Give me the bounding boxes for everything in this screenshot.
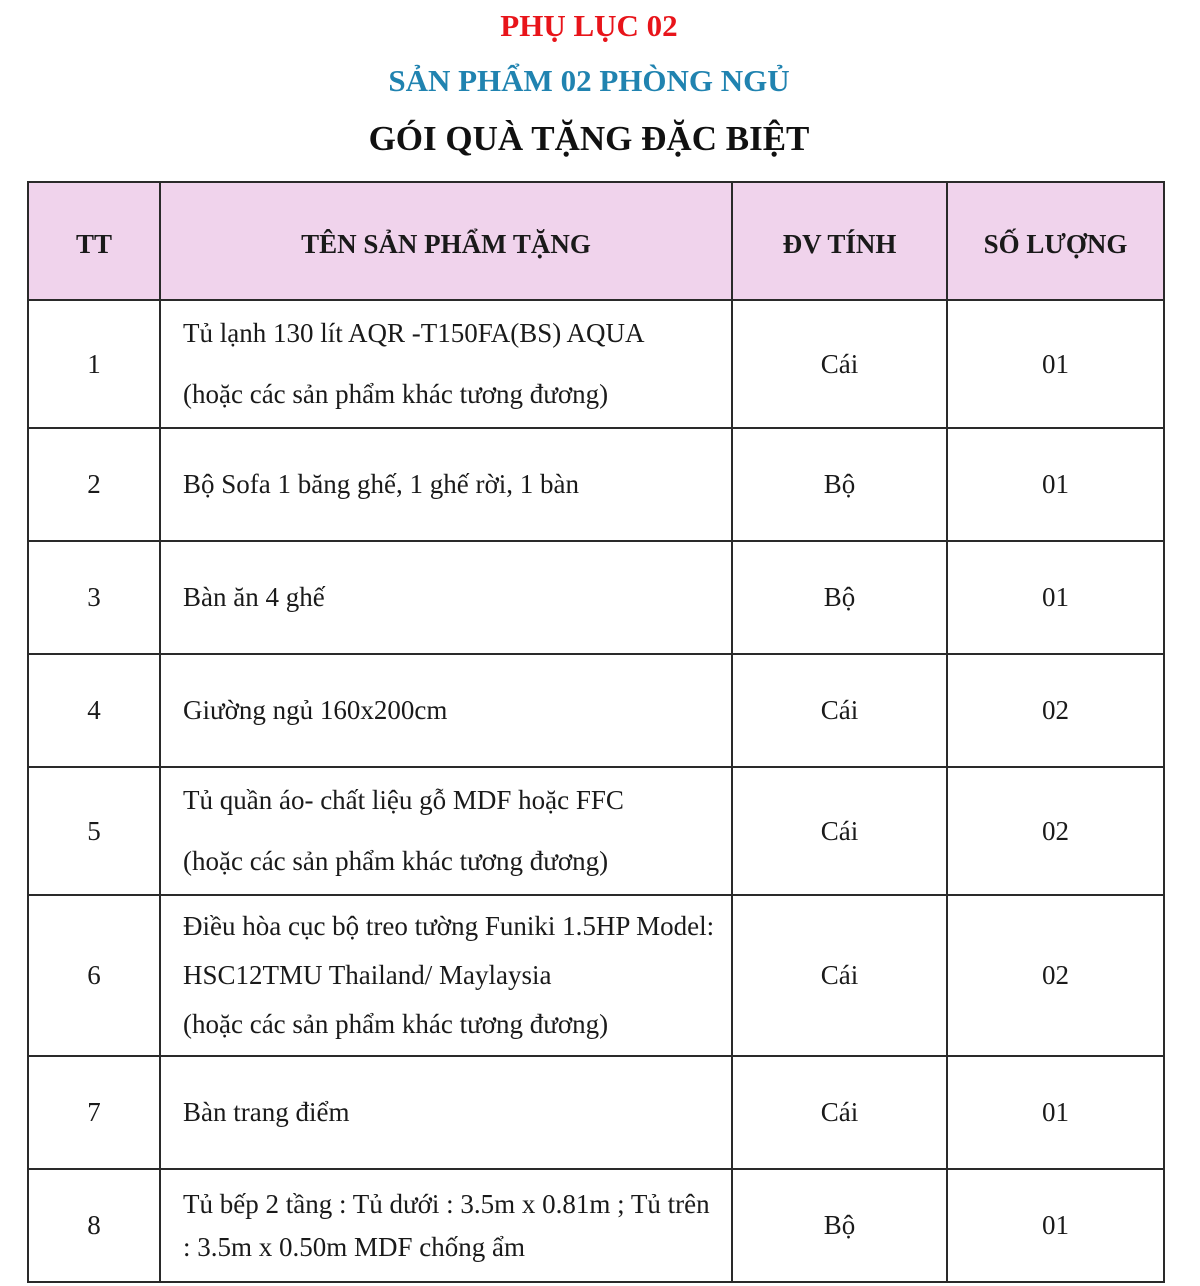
product-line: (hoặc các sản phẩm khác tương đương) [183,1009,609,1039]
row-index: 7 [28,1056,160,1169]
product-name [160,1056,732,1169]
quantity-cell: 01 [947,428,1164,541]
product-line: (hoặc các sản phẩm khác tương đương) [183,846,609,876]
product-subtitle: SẢN PHẨM 02 PHÒNG NGỦ [388,63,790,98]
header-tt: TT [28,182,160,300]
product-name [160,541,732,654]
quantity-cell: 01 [947,300,1164,428]
unit-cell: Bộ [732,541,947,654]
table-row [28,1056,1164,1169]
product-line: Giường ngủ 160x200cm [183,695,448,725]
product-name [160,1169,732,1282]
product-name [160,767,732,895]
table-row [28,428,1164,541]
quantity-cell: 02 [947,895,1164,1056]
product-line: Tủ quần áo- chất liệu gỗ MDF hoặc FFC [183,785,624,815]
row-index: 1 [28,300,160,428]
unit-cell: Bộ [732,428,947,541]
quantity-cell: 02 [947,767,1164,895]
header-product-name: TÊN SẢN PHẨM TẶNG [160,182,732,300]
quantity-cell: 01 [947,541,1164,654]
product-line: Bàn trang điểm [183,1097,350,1127]
row-index: 2 [28,428,160,541]
row-index: 3 [28,541,160,654]
table-row [28,767,1164,895]
product-line: Bàn ăn 4 ghế [183,582,325,612]
product-name [160,654,732,767]
table-row [28,654,1164,767]
product-name [160,428,732,541]
unit-cell: Cái [732,654,947,767]
row-index: 8 [28,1169,160,1282]
unit-cell: Cái [732,767,947,895]
unit-cell: Bộ [732,1169,947,1282]
quantity-cell: 02 [947,654,1164,767]
table-row [28,895,1164,1056]
product-line: : 3.5m x 0.50m MDF chống ẩm [183,1231,525,1262]
header-unit: ĐV TÍNH [732,182,947,300]
appendix-title: PHỤ LỤC 02 [500,8,678,43]
header-quantity: SỐ LƯỢNG [947,182,1164,300]
table-header-row [28,182,1164,300]
unit-cell: Cái [732,300,947,428]
quantity-cell: 01 [947,1169,1164,1282]
quantity-cell: 01 [947,1056,1164,1169]
row-index: 4 [28,654,160,767]
product-name [160,895,732,1056]
gift-package-heading: GÓI QUÀ TẶNG ĐẶC BIỆT [368,119,810,158]
table-row [28,1169,1164,1282]
product-name [160,300,732,428]
product-line: (hoặc các sản phẩm khác tương đương) [183,379,609,409]
unit-cell: Cái [732,1056,947,1169]
product-line: Tủ lạnh 130 lít AQR -T150FA(BS) AQUA [183,318,645,348]
product-line: HSC12TMU Thailand/ Maylaysia [183,960,552,990]
product-line: Tủ bếp 2 tầng : Tủ dưới : 3.5m x 0.81m ; Tủ trên [183,1188,710,1219]
table-row [28,541,1164,654]
table-row [28,300,1164,428]
unit-cell: Cái [732,895,947,1056]
product-line: Bộ Sofa 1 băng ghế, 1 ghế rời, 1 bàn [183,469,579,499]
row-index: 6 [28,895,160,1056]
product-line: Điều hòa cục bộ treo tường Funiki 1.5HP Model: [183,911,715,941]
row-index: 5 [28,767,160,895]
gift-table [27,181,1165,1283]
